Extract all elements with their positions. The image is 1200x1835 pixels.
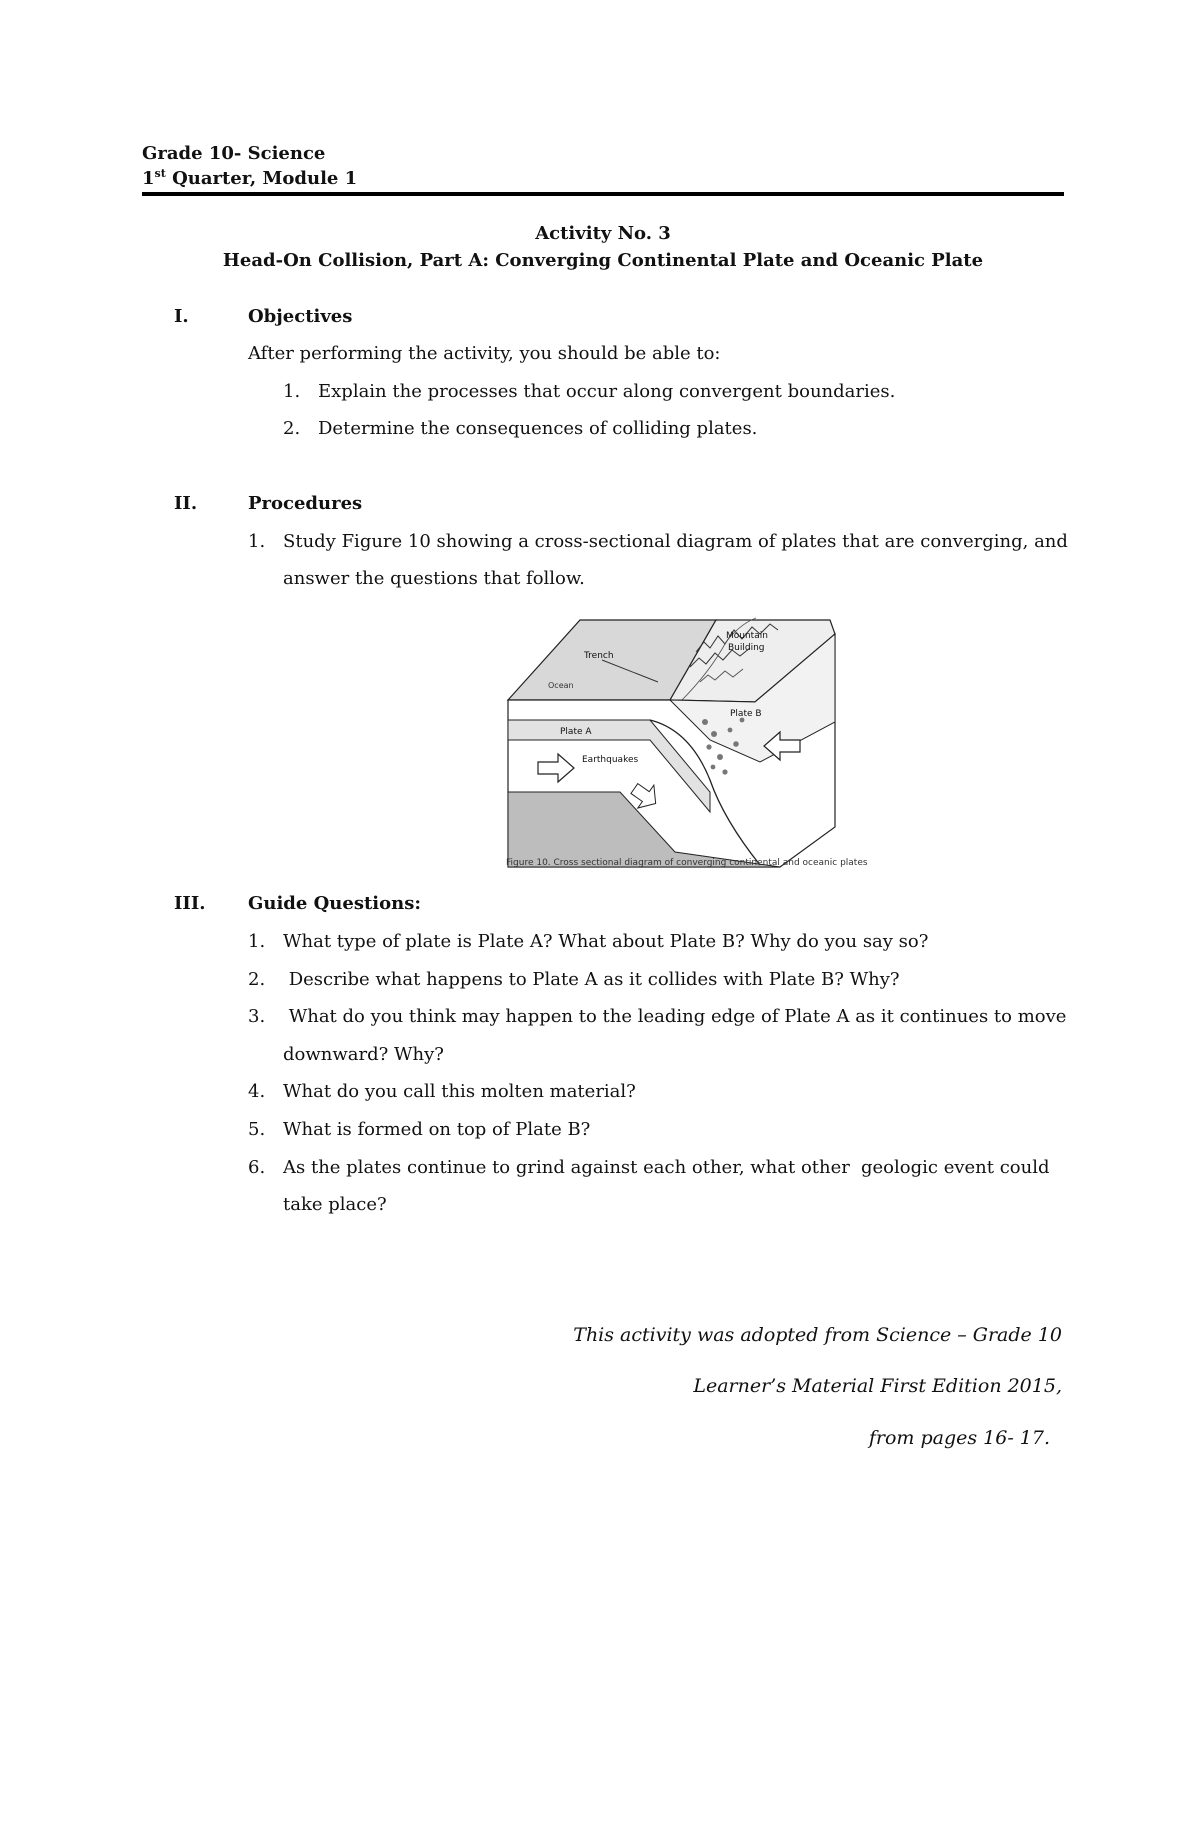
quarter-number: 1	[142, 168, 155, 189]
label-earthquakes: Earthquakes	[582, 755, 639, 765]
quarter-superscript: st	[154, 167, 166, 180]
quarter-module-header	[142, 168, 357, 189]
question-number: 5.	[248, 1119, 266, 1140]
objectives-numeral: I.	[174, 306, 189, 327]
label-ocean: Ocean	[548, 681, 574, 690]
activity-number: Activity No. 3	[535, 223, 671, 244]
credit-line-3: from pages 16- 17.	[868, 1427, 1050, 1449]
procedure-item-number: 1.	[248, 531, 266, 552]
question-number: 6.	[248, 1157, 266, 1178]
question-text-b: geologic event could	[861, 1157, 1050, 1178]
grade-subject-header: Grade 10- Science	[142, 143, 326, 164]
question-text: What is formed on top of Plate B?	[283, 1119, 591, 1140]
label-plate-b: Plate B	[730, 709, 762, 719]
procedure-item-text: Study Figure 10 showing a cross-sectional diagram of plates that are converging, and	[283, 531, 1068, 552]
objective-item-number: 1.	[283, 381, 301, 402]
question-number: 1.	[248, 931, 266, 952]
label-plate-a: Plate A	[560, 727, 592, 737]
label-building: Building	[728, 643, 765, 653]
question-number: 4.	[248, 1081, 266, 1102]
question-number: 2.	[248, 969, 266, 990]
figure-10-diagram	[500, 612, 840, 872]
quarter-module-text: Quarter, Module 1	[165, 168, 358, 189]
procedures-heading: Procedures	[248, 493, 363, 514]
activity-title: Head-On Collision, Part A: Converging Continental Plate and Oceanic Plate	[222, 250, 984, 271]
credit-line-2: Learner’s Material First Edition 2015,	[693, 1375, 1062, 1397]
objectives-intro: After performing the activity, you should be able to:	[248, 343, 721, 364]
figure-caption: Figure 10. Cross sectional diagram of converging continental and oceanic plates	[506, 858, 868, 868]
question-text: What do you think may happen to the leading edge of Plate A as it continues to move	[283, 1006, 1067, 1027]
question-text: What do you call this molten material?	[283, 1081, 636, 1102]
objective-item-number: 2.	[283, 418, 301, 439]
question-number: 3.	[248, 1006, 266, 1027]
label-trench: Trench	[584, 651, 614, 661]
question-text-cont: downward? Why?	[283, 1044, 444, 1065]
question-text: What type of plate is Plate A? What about Plate B? Why do you say so?	[283, 931, 929, 952]
label-mountain: Mountain	[726, 631, 768, 641]
objective-item-text: Explain the processes that occur along convergent boundaries.	[318, 381, 896, 402]
objective-item-text: Determine the consequences of colliding plates.	[318, 418, 758, 439]
guide-numeral: III.	[174, 893, 206, 914]
credit-line-1: This activity was adopted from Science – Grade 10	[573, 1324, 1062, 1346]
procedures-numeral: II.	[174, 493, 198, 514]
objectives-heading: Objectives	[248, 306, 353, 327]
question-text: As the plates continue to grind against each other, what other	[283, 1157, 850, 1178]
question-text-cont: take place?	[283, 1194, 387, 1215]
guide-heading: Guide Questions:	[248, 893, 421, 914]
procedure-item-text-cont: answer the questions that follow.	[283, 568, 585, 589]
header-rule	[142, 192, 1064, 196]
question-text: Describe what happens to Plate A as it collides with Plate B? Why?	[283, 969, 900, 990]
